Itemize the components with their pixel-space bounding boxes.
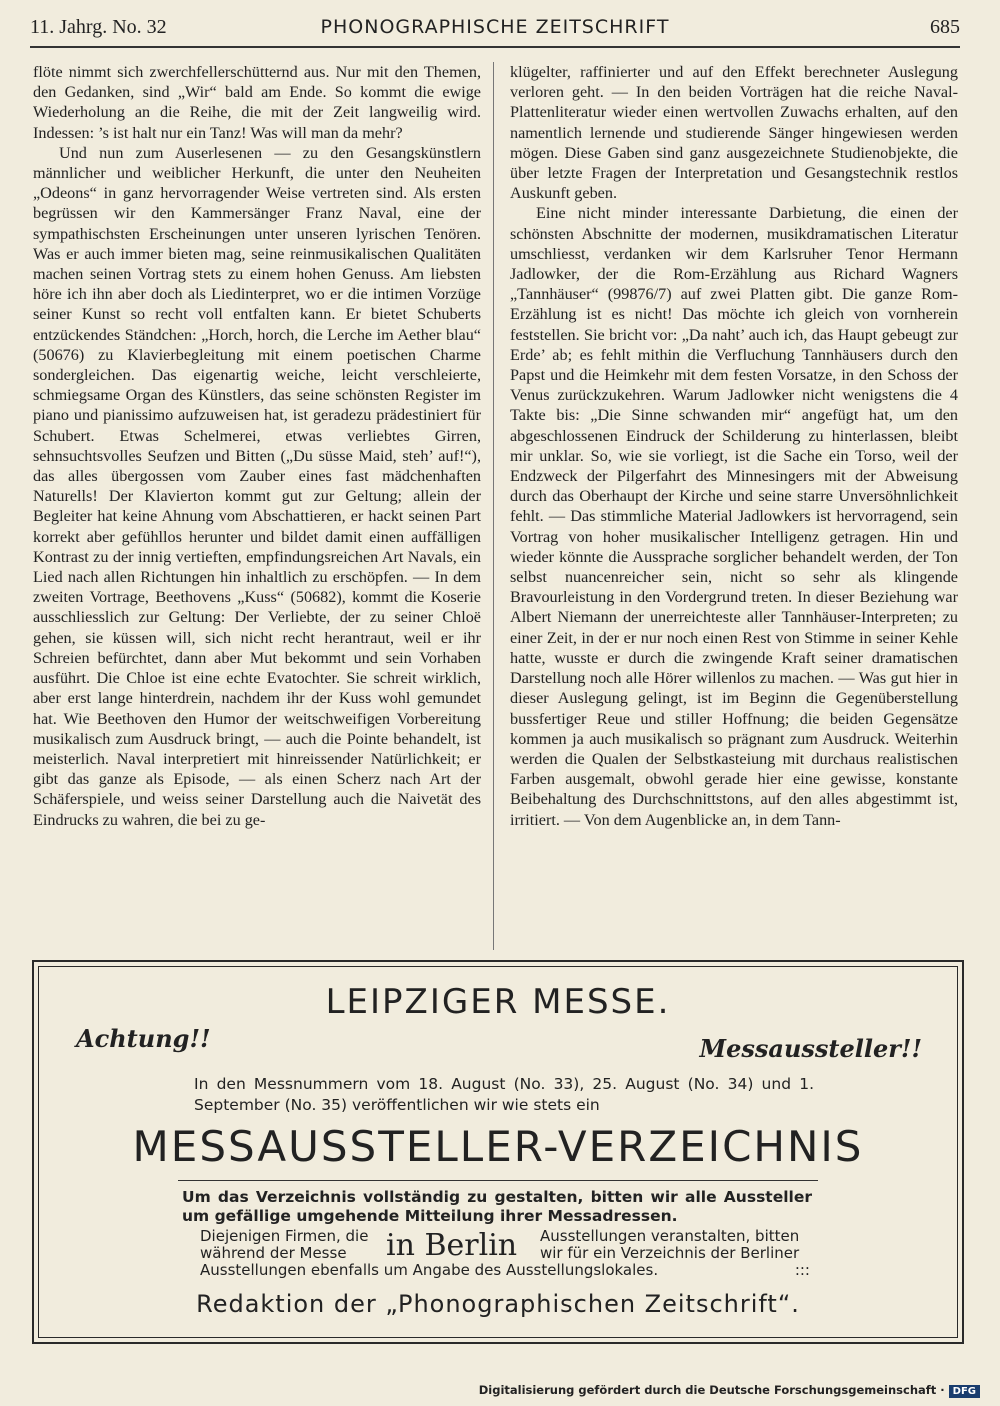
page-header [30, 14, 960, 48]
volume-issue: 11. Jahrg. No. 32 [30, 16, 167, 38]
column-divider [493, 62, 494, 950]
ad-right-text: Ausstellungen veranstalten, bitten wir für ein Verzeichnis der Berliner [540, 1227, 800, 1262]
ad-berlin-text: in Berlin [386, 1228, 518, 1263]
article-column-left [33, 62, 481, 950]
article-column-right [510, 62, 958, 950]
ad-title: LEIPZIGER MESSE. [325, 982, 671, 1022]
ad-request-text: Um das Verzeichnis vollständig zu gestalten, bitten wir alle Aussteller um gefällige umgehende Mitteilung ihrer Messadressen. [182, 1188, 812, 1225]
ad-divider [178, 1180, 818, 1181]
journal-title: PHONOGRAPHISCHE ZEITSCHRIFT [320, 16, 670, 38]
ad-intro-text: In den Messnummern vom 18. August (No. 33), 25. August (No. 34) und 1. September (No. 35) veröffentlichen wir wie stets ein [194, 1075, 814, 1114]
ad-left-text: Diejenigen Firmen, die während der Messe [200, 1227, 369, 1262]
paragraph: Eine nicht minder interessante Darbietung, die einen der schönsten Abschnitte der modernen, musikdramatischen Literatur umschliesst, verdanken wir dem Karlsruher Tenor Hermann Jadlowker, der die Rom-Erzählung aus Richard Wagners „Tannhäuser“ (99876/7) auf zwei Platten gibt. Die ganze Rom-Erzählung ist es nicht! Das möchte ich gleich von vornherein feststellen. Sie bricht vor: „Da naht’ auch ich, das Haupt gebeugt zur Erde’ ab; es fehlt mithin die Verfluchung Tannhäusers durch den Papst und die Heimkehr mit dem festen Vorsatze, in den Schoss der Venus zurückzukehren. Warum Jadlowker nicht wenigstens die 4 Takte bis: „Die Sinne schwanden mir“ angefügt hat, um den abgeschlossenen Eindruck der Schilderung zu hinterlassen, bleibt mir unklar. So, wie sie vorliegt, ist die Sache ein Torso, weil der Endzweck der Pilgerfahrt des Minnesingers mit der Abweisung durch das Oberhaupt der Kirche und seine starre Unversöhnlichkeit fehlt. — Das stimmliche Material Jadlowkers ist hervorragend, sein Vortrag von hoher musikalischer Intelligenz getragen. Hin und wieder könnte die Aussprache sorglicher behandelt werden, der Ton selbst nuancenreicher sein, nicht so sehr als klingende Bravourleistung in den Vordergrund treten. In dieser Beziehung war Albert Niemann der unerreichteste aller Tannhäuser-Interpreten; zu einer Zeit, in der er nur noch einen Rest von Stimme in seiner Kehle hatte, wusste er durch die zwingende Kraft seiner dramatischen Darstellung noch alle Hörer willenlos zu machen. — Was gut hier in dieser Auslegung gelingt, ist im Beginn die Gegenüberstellung bussfertiger Reue und stiller Hoffnung; die beiden Gegensätze kommen ja auch musikalisch so prägnant zum Ausdruck. Weiterhin werden die Qualen der Selbstkasteiung mit durchaus realistischen Farben ausgemalt, obwohl gerade hier eine gewisse, konstante Beibehaltung des Durchschnittstons, auf den alles abgestimmt ist, irritiert. — Von dem Augenblicke an, in dem Tann- [510, 204, 958, 829]
paragraph: flöte nimmt sich zwerchfellerschütternd aus. Nur mit den Themen, den Gedanken, sind „Wir“ bald am Ende. So kommt die ewige Wiederholung an die Reihe, die mit der Zeit langweilig wird. Indessen: ’s ist halt nur ein Tanz! Was will man da mehr? [33, 63, 481, 142]
ad-continuation-text: Ausstellungen ebenfalls um Angabe des Ausstellungslokales. [200, 1261, 659, 1279]
ad-continuation [200, 1262, 810, 1279]
ad-signature: Redaktion der „Phonographischen Zeitschrift“. [196, 1290, 800, 1318]
ad-right-shout: Messaussteller!! [699, 1034, 922, 1063]
paragraph: klügelter, raffinierter und auf den Effekt berechneter Auslegung verloren geht. — In den beiden Vorträgen hat die reiche Naval-Plattenliteratur wieder einen wertvollen Zuwachs erhalten, auf den namentlich lernende und studierende Sänger hingewiesen werden mögen. Diese Gaben sind ganz ausgezeichnete Studienobjekte, die über letzte Fragen der Interpretation und Gesangstechnik restlos Auskunft geben. [510, 63, 958, 203]
ad-left-shout: Achtung!! [76, 1024, 211, 1053]
ad-headline: MESSAUSSTELLER-VERZEICHNIS [132, 1122, 864, 1171]
digitization-credit [479, 1383, 980, 1398]
credit-text: Digitalisierung gefördert durch die Deutsche Forschungsgemeinschaft · [478, 1383, 945, 1397]
advertisement-box [32, 960, 964, 1344]
page-number: 685 [930, 16, 960, 38]
ad-dots: ::: [794, 1261, 810, 1279]
paragraph: Und nun zum Auserlesenen — zu den Gesangskünstlern männlicher und weiblicher Herkunft, die unter den Neuheiten „Odeons“ in ganz hervorragender Weise vertreten sind. Als ersten begrüssen wir den Kammersänger Franz Naval, eine der sympathischsten Erscheinungen unter unseren lyrischen Tenören. Was er auch immer bieten mag, seine reinmusikalischen Qualitäten machen seinen Vortrag stets zu einem hohen Genuss. Am liebsten höre ich ihn aber doch als Liedinterpret, wo er die intimen Vorzüge seiner Kunst so recht voll entfalten kann. Er bietet Schuberts entzückendes Ständchen: „Horch, horch, die Lerche im Aether blau“ (50676) zu Klavierbegleitung mit einem poetischen Charme sondergleichen. Das eigenartig weiche, leicht verschleierte, schmiegsame Organ des Künstlers, das seine schönsten Register im piano und pianissimo aufzuweisen hat, ist geradezu prädestiniert für Schubert. Etwas Schelmerei, etwas verliebtes Girren, sehnsuchtsvolles Seufzen und Bitten („Du süsse Maid, steh’ auf!“), das alles übergossen vom Zauber eines fast mädchenhaften Naturells! Der Klavierton kommt gut zur Geltung; allein der Begleiter hat keine Ahnung vom Abschattieren, er hackt seinen Part korrekt aber gefühllos herunter und bildet damit einen auffälligen Kontrast zu der innig vertieften, empfindungsreichen Art Navals, ein Lied nach allen Richtungen hin inhaltlich zu erschöpfen. — In dem zweiten Vortrage, Beethovens „Kuss“ (50682), kommt die Koserie ausschliesslich zur Geltung: Der Verliebte, der zu seiner Chloë gehen, sie küssen will, sich nicht recht herantraut, weil er ihr Schreien befürchtet, dann aber Mut bekommt und sein Vorhaben ausführt. Die Chloe ist eine echte Evatochter. Sie schreit wirklich, aber erst lange hinterdrein, nachdem ihr der Kuss wohl gemundet hat. Wie Beethoven den Humor der weitschweifigen Vorbereitung musikalisch zum Ausdruck bringt, — auch die Pointe behandelt, ist meisterlich. Naval interpretiert mit hinreissender Natürlichkeit; er gibt das ganze als Episode, — als einen Scherz nach Art der Schäferspiele, und weiss seiner Darstellung auch die Naivetät des Eindrucks zu wahren, die bei zu ge- [33, 143, 481, 829]
dfg-logo: DFG [949, 1385, 980, 1398]
